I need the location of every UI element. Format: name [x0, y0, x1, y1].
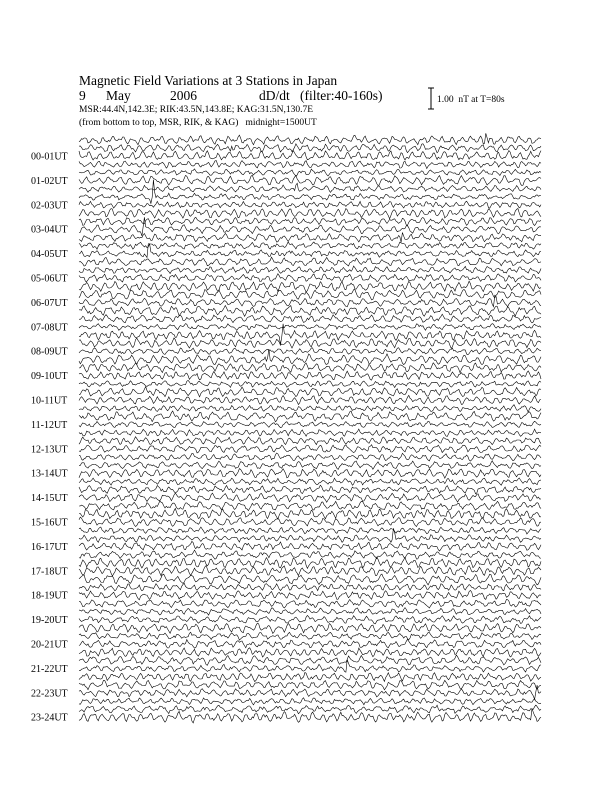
- hour-label: 20-21UT: [31, 639, 68, 651]
- trace-kag: [79, 133, 541, 144]
- trace-kag: [79, 453, 541, 461]
- hour-label: 15-16UT: [31, 517, 68, 529]
- trace-kag: [79, 161, 541, 169]
- trace-msr: [79, 616, 541, 624]
- trace-rik: [79, 461, 541, 470]
- trace-kag: [79, 527, 541, 534]
- trace-rik: [79, 144, 541, 153]
- stack-order-note: (from bottom to top, MSR, RIK, & KAG) midnight=1500UT: [79, 118, 317, 128]
- trace-msr: [79, 590, 541, 599]
- hour-label: 23-24UT: [31, 712, 68, 724]
- trace-msr: [79, 517, 541, 526]
- hour-label: 07-08UT: [31, 322, 68, 334]
- trace-rik: [79, 437, 541, 445]
- trace-kag: [79, 574, 541, 585]
- trace-kag: [79, 698, 541, 705]
- trace-kag: [79, 623, 541, 633]
- trace-rik: [79, 485, 541, 494]
- trace-kag: [79, 599, 541, 608]
- hour-label: 18-19UT: [31, 590, 68, 602]
- hour-label: 00-01UT: [31, 151, 68, 163]
- filter-label: (filter:40-160s): [300, 88, 383, 103]
- trace-msr: [79, 324, 541, 331]
- trace-msr: [79, 469, 541, 479]
- trace-kag: [79, 183, 541, 192]
- trace-rik: [79, 180, 541, 204]
- trace-msr: [79, 660, 541, 673]
- trace-kag: [79, 209, 541, 219]
- trace-rik: [79, 508, 541, 519]
- hour-label: 04-05UT: [31, 249, 68, 261]
- hour-label: 21-22UT: [31, 663, 68, 675]
- date-year: 2006: [170, 88, 197, 103]
- hour-label: 08-09UT: [31, 346, 68, 358]
- scale-bar: [428, 88, 434, 109]
- hour-label: 16-17UT: [31, 541, 68, 553]
- trace-msr: [79, 371, 541, 380]
- hour-label: 11-12UT: [31, 419, 68, 431]
- trace-msr: [79, 541, 541, 551]
- trace-kag: [79, 306, 541, 317]
- trace-rik: [79, 608, 541, 616]
- hour-label: 03-04UT: [31, 224, 68, 236]
- trace-kag: [79, 501, 541, 511]
- date-month: May: [106, 88, 131, 103]
- trace-rik: [79, 266, 541, 274]
- trace-msr: [79, 348, 541, 355]
- trace-rik: [79, 680, 541, 689]
- trace-kag: [79, 550, 541, 559]
- hour-label: 22-23UT: [31, 688, 68, 700]
- trace-rik: [79, 583, 541, 591]
- trace-rik: [79, 217, 541, 225]
- trace-rik: [79, 632, 541, 640]
- trace-msr: [79, 639, 541, 648]
- hour-label: 06-07UT: [31, 297, 68, 309]
- trace-rik: [79, 363, 541, 373]
- trace-kag: [79, 257, 541, 266]
- trace-kag: [79, 405, 541, 412]
- hour-label: 17-18UT: [31, 566, 68, 578]
- trace-msr: [79, 566, 541, 576]
- trace-rik: [79, 169, 541, 176]
- trace-msr: [79, 493, 541, 502]
- trace-rik: [79, 289, 541, 300]
- trace-kag: [79, 380, 541, 387]
- trace-kag: [79, 349, 541, 365]
- trace-kag: [79, 281, 541, 292]
- hour-label: 01-02UT: [31, 175, 68, 187]
- component-label: dD/dt: [259, 88, 290, 103]
- trace-msr: [79, 175, 541, 185]
- trace-rik: [79, 705, 541, 714]
- hour-label: 10-11UT: [31, 395, 68, 407]
- trace-msr: [79, 151, 541, 161]
- trace-kag: [79, 324, 541, 345]
- trace-msr: [79, 201, 541, 208]
- hour-label: 14-15UT: [31, 493, 68, 505]
- trace-rik: [79, 655, 541, 665]
- scale-bar-label: 1.00 nT at T=80s: [437, 95, 505, 105]
- trace-kag: [79, 648, 541, 657]
- date-day: 9: [79, 88, 86, 103]
- hour-label: 05-06UT: [31, 273, 68, 285]
- trace-rik: [79, 528, 541, 542]
- trace-msr: [79, 421, 541, 427]
- hour-label: 09-10UT: [31, 371, 68, 383]
- trace-msr: [79, 395, 541, 404]
- hour-label: 19-20UT: [31, 615, 68, 627]
- hour-labels: [31, 152, 68, 724]
- trace-msr: [79, 445, 541, 453]
- trace-kag: [79, 429, 541, 436]
- trace-rik: [79, 411, 541, 422]
- chart-title: Magnetic Field Variations at 3 Stations in Japan: [79, 73, 338, 88]
- hour-label: 13-14UT: [31, 468, 68, 480]
- trace-msr: [79, 274, 541, 282]
- trace-msr: [79, 685, 541, 699]
- traces: [79, 133, 541, 723]
- hour-label: 12-13UT: [31, 444, 68, 456]
- trace-rik: [79, 557, 541, 568]
- trace-msr: [79, 295, 541, 307]
- trace-rik: [79, 338, 541, 348]
- station-coordinates: MSR:44.4N,142.3E; RIK:43.5N,143.8E; KAG:31.5N,130.7E: [79, 105, 314, 115]
- trace-kag: [79, 233, 541, 243]
- trace-kag: [79, 478, 541, 485]
- hour-label: 02-03UT: [31, 200, 68, 212]
- trace-rik: [79, 387, 541, 397]
